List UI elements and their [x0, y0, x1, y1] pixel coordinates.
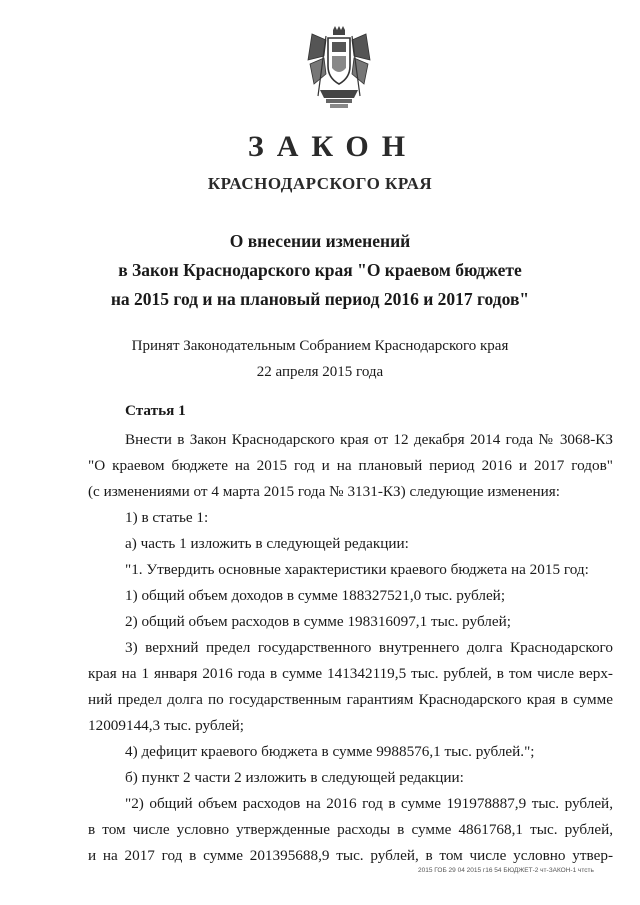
paragraph-line: ний предел долга по государственным гарантиям Краснодарского края в сумме [88, 691, 613, 708]
list-item: 1) общий объем доходов в сумме 188327521,0 тыс. рублей; [125, 587, 506, 604]
krasnodar-coat-of-arms-icon [304, 26, 374, 110]
paragraph-line: (с изменениями от 4 марта 2015 года № 3131-КЗ) следующие изменения: [88, 483, 560, 500]
paragraph-line: края на 1 января 2016 года в сумме 141342119,5 тыс. рублей, в том числе верх- [88, 665, 613, 682]
paragraph-line: Внести в Закон Краснодарского края от 12 декабря 2014 года № 3068-КЗ [125, 431, 613, 448]
region-title: КРАСНОДАРСКОГО КРАЯ [207, 174, 433, 193]
paragraph-line: 12009144,3 тыс. рублей; [88, 717, 244, 734]
paragraph-line: "О краевом бюджете на 2015 год и на плановый период 2016 и 2017 годов" [88, 457, 613, 474]
list-item: 1) в статье 1: [125, 509, 209, 526]
document-code-footer: 2015 ГОБ 29 04 2015 г16 54 БЮДЖЕТ-2 чт-ЗАКОН-1 чтсть [418, 867, 594, 874]
list-item: б) пункт 2 части 2 изложить в следующей редакции: [125, 769, 464, 786]
adopted-date: 22 апреля 2015 года [256, 364, 384, 380]
heading-line-2: в Закон Краснодарского края "О краевом бюджете [118, 260, 522, 280]
quote-line: "1. Утвердить основные характеристики краевого бюджета на 2015 год: [125, 561, 589, 578]
list-item: 3) верхний предел государственного внутреннего долга Краснодарского [125, 639, 613, 656]
heading-line-3: на 2015 год и на плановый период 2016 и 2017 годов" [110, 289, 530, 309]
heading-line-1: О внесении изменений [229, 231, 411, 251]
adopted-by: Принят Законодательным Собранием Краснодарского края [131, 338, 509, 354]
list-item: 2) общий объем расходов в сумме 198316097,1 тыс. рублей; [125, 613, 511, 630]
article-title: Статья 1 [125, 402, 186, 419]
list-item: а) часть 1 изложить в следующей редакции: [125, 535, 409, 552]
paragraph-line: в том числе условно утвержденные расходы в сумме 4861768,1 тыс. рублей, [88, 821, 613, 838]
paragraph-line: и на 2017 год в сумме 201395688,9 тыс. рублей, в том числе условно утвер- [88, 847, 613, 864]
list-item: 4) дефицит краевого бюджета в сумме 9988576,1 тыс. рублей."; [125, 743, 535, 760]
quote-line: "2) общий объем расходов на 2016 год в сумме 191978887,9 тыс. рублей, [125, 795, 613, 812]
law-title: ЗАКОН [247, 130, 419, 163]
